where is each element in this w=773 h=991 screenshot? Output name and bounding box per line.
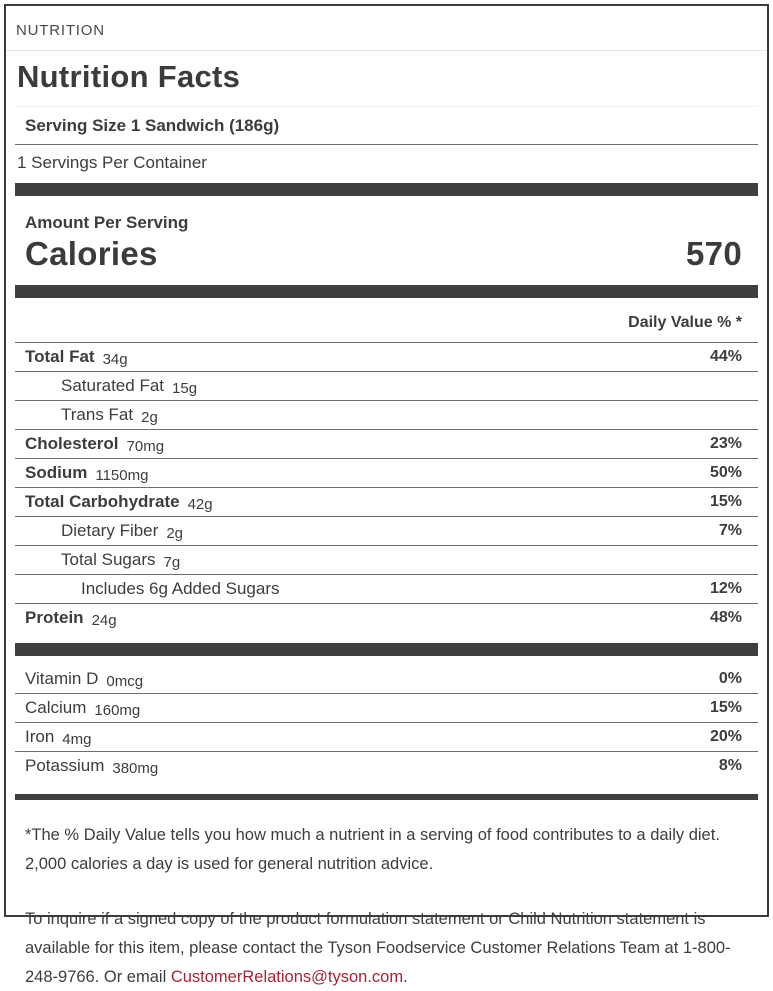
nutrient-label: Saturated Fat <box>61 376 165 395</box>
thick-separator-bar <box>15 285 758 298</box>
table-row-iron <box>15 722 758 751</box>
nutrition-facts-label <box>4 4 769 986</box>
table-row-trans-fat <box>15 400 758 429</box>
nutrient-daily-value: 48% <box>709 609 742 626</box>
nutrient-daily-value: 8% <box>718 757 742 774</box>
amount-per-serving-label: Amount Per Serving <box>25 213 189 232</box>
table-row-protein <box>15 603 758 632</box>
table-row-total-sugars <box>15 545 758 574</box>
nutrient-daily-value: 50% <box>709 464 742 481</box>
nutrient-amount: 1150mg <box>95 467 149 484</box>
table-row-total-carbohydrate <box>15 487 758 516</box>
nutrient-daily-value: 15% <box>709 493 742 510</box>
table-row-calcium <box>15 693 758 722</box>
table-row-sodium <box>15 458 758 487</box>
nutrient-amount: 70mg <box>126 438 165 455</box>
nutrient-label: Iron <box>25 727 55 746</box>
calories-row <box>15 233 758 285</box>
table-row-added-sugars <box>15 574 758 603</box>
table-row-dietary-fiber <box>15 516 758 545</box>
calories-value: 570 <box>686 235 742 272</box>
nutrient-daily-value: 20% <box>709 728 742 745</box>
nutrient-daily-value: 23% <box>709 435 742 452</box>
nutrient-label: Cholesterol <box>25 434 119 453</box>
nutrient-daily-value: 15% <box>709 699 742 716</box>
nutrient-amount: 2g <box>166 525 183 542</box>
nutrient-table <box>15 342 758 632</box>
nutrient-amount: 0mcg <box>106 673 144 690</box>
nutrient-label: Total Sugars <box>61 550 156 569</box>
table-row-saturated-fat <box>15 371 758 400</box>
nutrient-amount: 380mg <box>112 760 159 777</box>
nutrient-label: Trans Fat <box>61 405 134 424</box>
table-row-vitamin-d <box>15 665 758 693</box>
nutrient-amount: 24g <box>91 612 117 629</box>
section-eyebrow: NUTRITION <box>16 22 105 39</box>
nutrient-label: Includes 6g Added Sugars <box>81 579 280 598</box>
table-row-potassium <box>15 751 758 780</box>
contact-text-post: . <box>403 967 408 986</box>
spacer <box>15 632 758 643</box>
nutrient-daily-value: 12% <box>709 580 742 597</box>
thin-separator-bar <box>15 794 758 800</box>
contact-text-pre: To inquire if a signed copy of the product formulation statement or Child Nutrition statement is available for this item, please contact the Tyson Foodservice Customer Relations Team at 1-800-248-9766. Or email <box>25 909 731 986</box>
nutrient-amount: 4mg <box>62 731 92 748</box>
nutrient-amount: 2g <box>141 409 158 426</box>
nutrient-label: Total Fat <box>25 347 95 366</box>
nutrient-amount: 160mg <box>94 702 141 719</box>
servings-per-container-text: 1 Servings Per Container <box>17 153 207 172</box>
nutrient-label: Sodium <box>25 463 88 482</box>
spacer <box>15 780 758 794</box>
nutrient-amount: 34g <box>102 351 128 368</box>
contact-email-link[interactable]: CustomerRelations@tyson.com <box>170 967 404 986</box>
nutrient-daily-value: 0% <box>718 670 742 687</box>
nutrient-label: Potassium <box>25 756 105 775</box>
contact-footnote <box>15 905 758 991</box>
nutrient-label: Protein <box>25 608 84 627</box>
serving-size-text: Serving Size 1 Sandwich (186g) <box>25 116 280 135</box>
nutrient-daily-value: 7% <box>718 522 742 539</box>
daily-value-footnote: *The % Daily Value tells you how much a nutrient in a serving of food contributes to a daily diet. 2,000 calories a day is used for general nutrition advice. <box>25 826 720 873</box>
nutrient-daily-value: 44% <box>709 348 742 365</box>
table-row-cholesterol <box>15 429 758 458</box>
vitamins-table <box>15 665 758 780</box>
thick-separator-bar <box>15 643 758 656</box>
thick-separator-bar <box>15 183 758 196</box>
nutrient-label: Dietary Fiber <box>61 521 159 540</box>
calories-label: Calories <box>25 235 158 272</box>
page-title: Nutrition Facts <box>17 59 241 94</box>
nutrient-amount: 7g <box>163 554 181 571</box>
nutrient-label: Calcium <box>25 698 87 717</box>
nutrient-amount: 15g <box>172 380 198 397</box>
nutrient-label: Vitamin D <box>25 669 99 688</box>
nutrient-label: Total Carbohydrate <box>25 492 180 511</box>
daily-value-header: Daily Value % * <box>628 314 742 331</box>
table-row-total-fat <box>15 342 758 371</box>
nutrient-amount: 42g <box>187 496 213 513</box>
